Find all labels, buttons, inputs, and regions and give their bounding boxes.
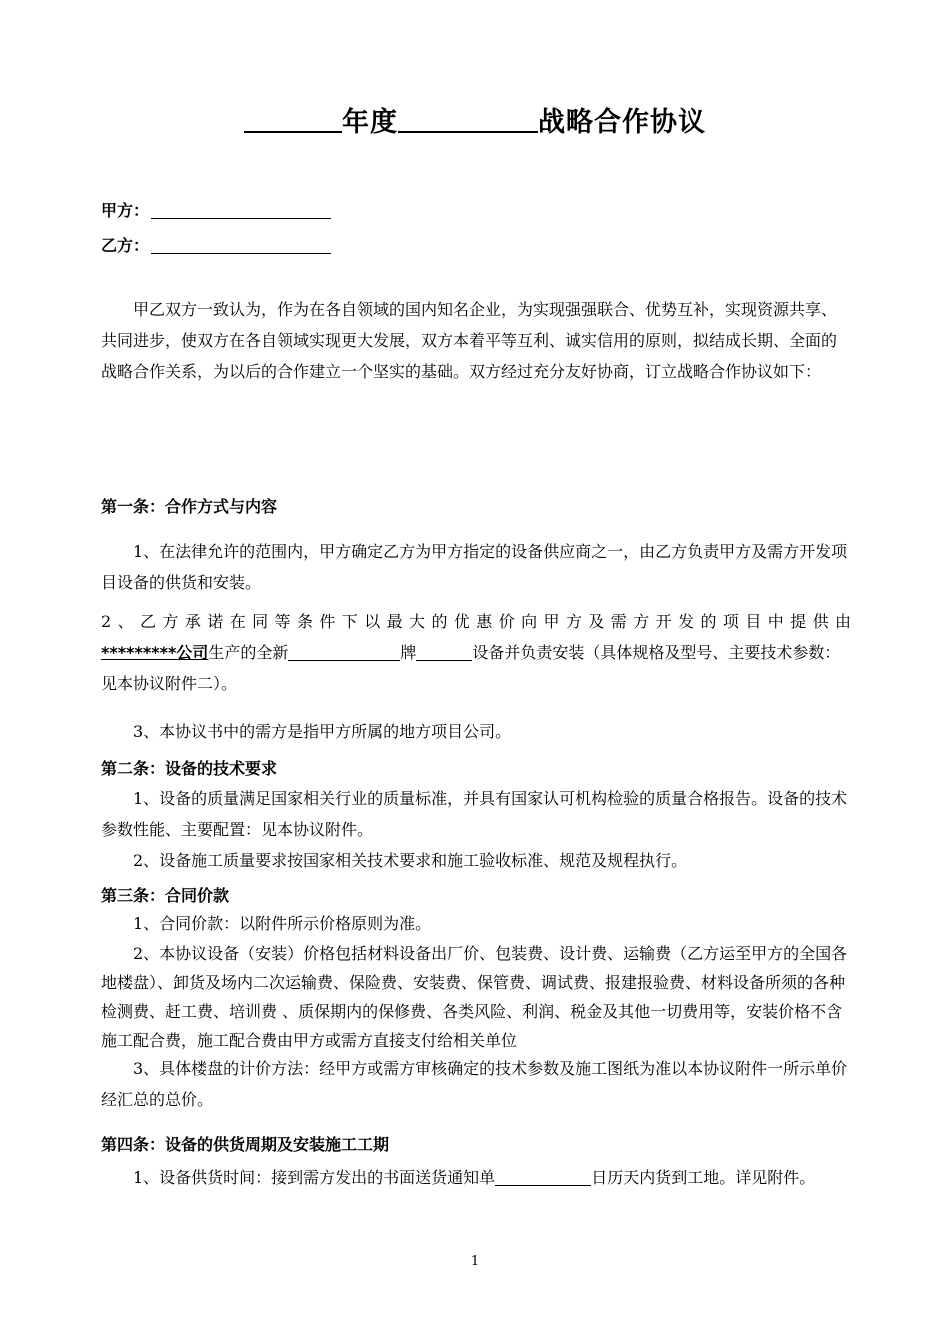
party-b-field: [101, 233, 331, 256]
article1-item2-line1: 2、乙方承诺在同等条件下以最大的优惠价向甲方及需方开发的项目中提供由: [101, 612, 851, 631]
article4-heading: 第四条：设备的供货周期及安装施工工期: [101, 1135, 390, 1154]
article1-item3: 3、本协议书中的需方是指甲方所属的地方项目公司。: [133, 722, 512, 741]
article3-body: [101, 908, 851, 939]
intro-paragraph: [101, 294, 851, 387]
article1-item1: 1、在法律允许的范围内，甲方确定乙方为甲方指定的设备供应商之一，由乙方负责甲方及需方开发项目设备的供货和安装。: [101, 542, 848, 592]
article4-item1-part1: 1、设备供货时间：接到需方发出的书面送货通知单: [133, 1168, 496, 1187]
supplier-company: *********公司: [101, 643, 209, 662]
article2-body: [101, 783, 851, 876]
article3-item3-block: [101, 1053, 851, 1115]
article1-item2-part2: 生产的全新: [208, 643, 289, 662]
party-b-blank: [151, 237, 331, 254]
party-b-label: 乙方：: [101, 236, 150, 255]
article3-item2: 2、本协议设备（安装）价格包括材料设备出厂价、包装费、设计费、运输费（乙方运至甲方的全国各地楼盘）、卸货及场内二次运输费、保险费、安装费、保管费、调试费、报建报验费、材料设备所须的各种检测费、赶工费、培训费 、质保期内的保修费、各类风险、利润、税金及其他一切费用等，安装价格不含施工配合费，施工配合费由甲方或需方直接支付给相关单位: [101, 944, 848, 1050]
party-a-label: 甲方：: [101, 201, 150, 220]
article1-item2-block: [101, 606, 851, 699]
article1-item3-block: [101, 716, 851, 747]
article4-item1: [101, 1162, 851, 1193]
document-title: [0, 100, 950, 139]
article3-item2-block: [101, 939, 851, 1055]
article3-item3: 3、具体楼盘的计价方法：经甲方或需方审核确定的技术参数及施工图纸为准以本协议附件一所示单价经汇总的总价。: [101, 1059, 848, 1109]
title-year-label: 年度: [342, 107, 398, 138]
article1-heading: 第一条：合作方式与内容: [101, 497, 278, 516]
article3-item1: 1、合同价款：以附件所示价格原则为准。: [133, 914, 432, 933]
party-a-blank: [151, 202, 331, 219]
year-blank: [244, 105, 342, 133]
brand-blank: [288, 643, 400, 661]
intro-text: 甲乙双方一致认为，作为在各自领域的国内知名企业，为实现强强联合、优势互补，实现资源共享、共同进步，使双方在各自领域实现更大发展，双方本着平等互利、诚实信用的原则，拟结成长期、全面的战略合作关系，为以后的合作建立一个坚实的基础。双方经过充分友好协商，订立战略合作协议如下：: [101, 300, 838, 381]
article1-body: [101, 536, 851, 598]
article4-body: [101, 1162, 851, 1193]
article1-item2-part4: 设备并负责安装（具体规格及型号、主要技术参数：见本协议附件二）。: [101, 643, 841, 693]
party-a-field: [101, 198, 331, 221]
equipment-blank: [416, 643, 472, 661]
article2-item1: 1、设备的质量满足国家相关行业的质量标准，并具有国家认可机构检验的质量合格报告。设备的技术参数性能、主要配置：见本协议附件。: [101, 789, 848, 839]
article2-heading: 第二条：设备的技术要求: [101, 759, 278, 778]
article1-item2-rest: [101, 637, 851, 699]
title-main: 战略合作协议: [538, 107, 706, 138]
partner-name-blank: [398, 105, 538, 133]
article3-heading: 第三条：合同价款: [101, 886, 230, 905]
article1-item2-part3: 牌: [400, 643, 417, 662]
article4-item1-part2: 日历天内货到工地。详见附件。: [591, 1168, 816, 1187]
page-number: 1: [470, 1254, 480, 1269]
delivery-days-blank: [495, 1168, 591, 1186]
article2-item2: 2、设备施工质量要求按国家相关技术要求和施工验收标准、规范及规程执行。: [133, 851, 688, 870]
